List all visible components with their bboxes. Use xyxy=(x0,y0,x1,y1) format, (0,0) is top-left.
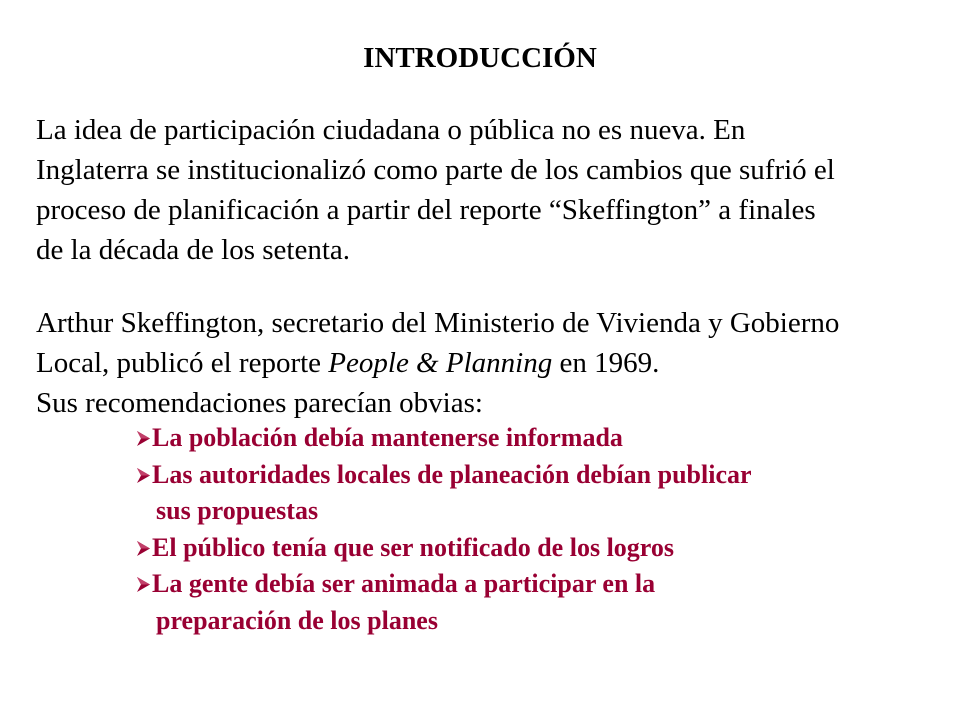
paragraph-line: Arthur Skeffington, secretario del Ministerio de Vivienda y Gobierno xyxy=(36,307,840,339)
list-item xyxy=(136,420,936,457)
paragraph-line: Inglaterra se institucionalizó como parte de los cambios que sufrió el xyxy=(36,154,835,186)
arrowhead-bullet-icon xyxy=(136,540,151,557)
paragraph-line: proceso de planificación a partir del reporte “Skeffington” a finales xyxy=(36,194,816,226)
report-title: People & Planning xyxy=(328,347,553,379)
paragraph-line: La idea de participación ciudadana o pública no es nueva. En xyxy=(36,114,746,146)
paragraph-line xyxy=(36,343,936,383)
recommendations-list xyxy=(136,420,936,639)
arrowhead-bullet-icon xyxy=(136,430,151,447)
paragraph-text: Local, publicó el reporte xyxy=(36,347,329,379)
list-item-text-continuation: sus propuestas xyxy=(156,496,319,525)
list-item xyxy=(136,530,936,567)
list-item xyxy=(136,457,936,530)
arrowhead-bullet-icon xyxy=(136,467,151,484)
list-item-text: La población debía mantenerse informada xyxy=(152,423,623,452)
paragraph-text: en 1969. xyxy=(552,347,660,379)
skeffington-paragraph xyxy=(36,303,936,423)
list-item-text: La gente debía ser animada a participar en la xyxy=(152,569,656,598)
paragraph-line: Sus recomendaciones parecían obvias: xyxy=(36,387,483,419)
list-item-text-continuation: preparación de los planes xyxy=(156,605,438,635)
arrowhead-bullet-icon xyxy=(136,576,151,593)
intro-paragraph xyxy=(36,110,936,270)
list-item xyxy=(136,566,936,639)
paragraph-line: de la década de los setenta. xyxy=(36,234,351,266)
list-item-text: Las autoridades locales de planeación debían publicar xyxy=(152,459,752,489)
list-item-text: El público tenía que ser notificado de los logros xyxy=(152,532,674,562)
slide-title: INTRODUCCIÓN xyxy=(363,42,597,74)
